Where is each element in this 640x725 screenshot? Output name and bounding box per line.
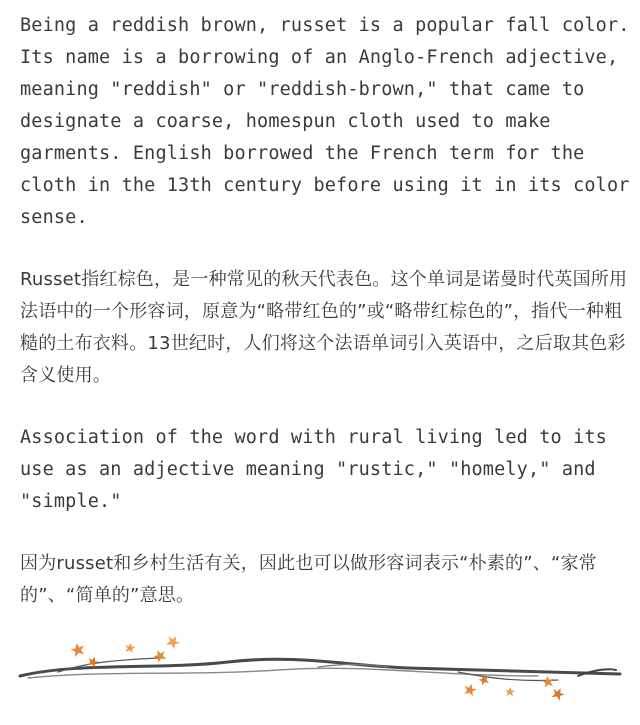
autumn-branch-divider-icon: [18, 632, 622, 707]
paragraph-english-2: Association of the word with rural living led to its use as an adjective meaning "rustic," "homely," and "simple.": [20, 427, 607, 512]
maple-leaf-icon: [463, 682, 478, 697]
maple-leaf-icon: [124, 642, 136, 653]
maple-leaf-icon: [541, 675, 555, 688]
maple-leaf-icon: [550, 686, 566, 702]
paragraph-chinese-1: Russet指红棕色，是一种常见的秋天代表色。这个单词是诺曼时代英国所用法语中的一个形容词，原意为“略带红色的”或“略带红棕色的”，指代一种粗糙的土布衣料。13世纪时，人们将这个法语单词引入英语中，之后取其色彩含义使用。: [20, 269, 628, 386]
article-body: [20, 10, 630, 642]
maple-leaf-icon: [152, 648, 168, 664]
maple-leaf-icon: [164, 633, 182, 650]
maple-leaf-icon: [505, 687, 516, 697]
paragraph-english-1: Being a reddish brown, russet is a popular fall color. Its name is a borrowing of an Anglo-French adjective, meaning "reddish" or "reddish-brown," that came to designate a coarse, homespun cloth used to make garments. English borrowed the French term for the cloth in the 13th century before using it in its color sense.: [20, 15, 630, 228]
maple-leaf-icon: [69, 641, 86, 657]
paragraph-chinese-2: 因为russet和乡村生活有关，因此也可以做形容词表示“朴素的”、“家常的”、“简单的”意思。: [20, 553, 597, 606]
